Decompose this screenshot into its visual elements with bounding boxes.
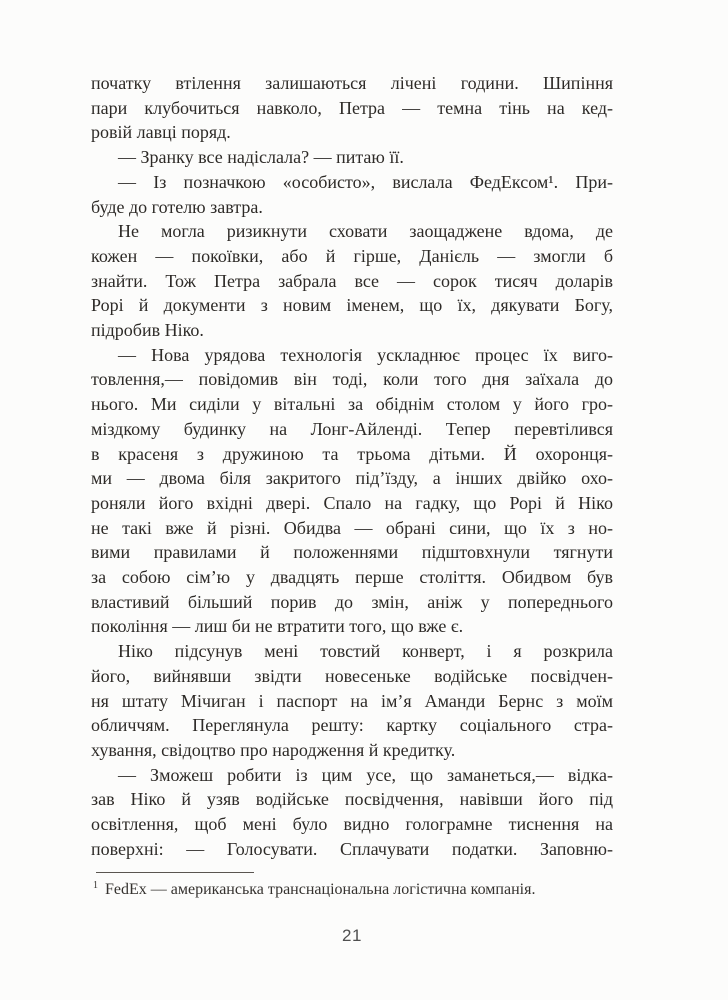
text-line: обличчям. Переглянула решту: картку соціального стра- xyxy=(91,715,613,736)
text-line: вими правилами й положеннями підштовхнули тягнути xyxy=(91,542,613,563)
text-line: ровій лавці поряд. xyxy=(91,122,231,143)
text-line: кожен — покоївки, або й гірше, Данієль — змогли б xyxy=(91,245,613,266)
paragraph xyxy=(91,763,613,862)
text-line: — Нова урядова технологія ускладнює процес їх виго- xyxy=(118,344,613,365)
paragraph xyxy=(91,71,613,145)
footnote-marker: 1 xyxy=(93,879,98,891)
text-line: міздкому будинку на Лонг-Айленді. Тепер перевтілився xyxy=(91,418,613,439)
text-line: в красеня з дружиною та трьома дітьми. Й охоронця- xyxy=(91,443,613,464)
text-line: хування, свідоцтво про народження й кредитку. xyxy=(91,739,456,760)
paragraph xyxy=(91,145,613,170)
text-line: за собою сім’ю у двадцять перше століття. Обидвом був xyxy=(91,567,613,588)
footnote-separator-rule xyxy=(96,872,254,873)
paragraph xyxy=(91,219,613,343)
text-line: товлення,— повідомив він тоді, коли того дня заїхала до xyxy=(91,369,613,390)
text-line: початку втілення залишаються лічені години. Шипіння xyxy=(91,73,613,93)
text-block xyxy=(91,71,613,862)
text-line: покоління — лиш би не втратити того, що вже є. xyxy=(91,616,464,637)
paragraph xyxy=(91,639,613,763)
text-line: — Зможеш робити із цим усе, що заманеться,— відка- xyxy=(118,764,613,785)
text-line: — Зранку все надіслала? — питаю її. xyxy=(118,147,404,168)
text-line: пари клубочиться навколо, Петра — темна тінь на кед- xyxy=(91,97,613,118)
paragraph xyxy=(91,343,613,639)
footnote xyxy=(91,880,613,900)
text-line: поверхні: — Голосувати. Сплачувати податки. Заповню- xyxy=(91,838,613,859)
text-line: освітлення, щоб мені було видно голограмне тиснення на xyxy=(91,814,613,835)
text-line: його, вийнявши звідти новесеньке водійське посвідчен- xyxy=(91,665,613,686)
text-line: знайти. Тож Петра забрала все — сорок тисяч доларів xyxy=(91,270,613,291)
text-line: зав Ніко й узяв водійське посвідчення, навівши його під xyxy=(91,789,613,810)
text-line: Ніко підсунув мені товстий конверт, і я розкрила xyxy=(118,641,613,662)
page-number: 21 xyxy=(342,926,362,945)
paragraph xyxy=(91,170,613,219)
text-line: — Із позначкою «особисто», вислала ФедЕксом¹. При- xyxy=(118,171,613,192)
footnote-text: FedEx — американська транснаціональна логістична компанія. xyxy=(105,881,536,898)
text-line: підробив Ніко. xyxy=(91,320,204,341)
text-line: Рорі й документи з новим іменем, що їх, дякувати Богу, xyxy=(91,295,613,316)
text-line: ня штату Мічиган і паспорт на ім’я Аманди Бернс з моїм xyxy=(91,690,613,711)
text-line: нього. Ми сиділи у вітальні за обіднім столом у його гро- xyxy=(91,394,613,415)
text-line: не такі вже й різні. Обидва — обрані сини, що їх з но- xyxy=(91,517,613,538)
text-line: ми — двома біля закритого під’їзду, а інших двійко охо- xyxy=(91,468,613,489)
text-line: роняли його вхідні двері. Спало на гадку, що Рорі й Ніко xyxy=(91,492,613,513)
text-line: буде до готелю завтра. xyxy=(91,196,263,217)
text-line: Не могла ризикнути сховати заощаджене вдома, де xyxy=(118,221,613,242)
footnote-section xyxy=(91,872,613,900)
text-line: властивий більший порив до змін, аніж у попереднього xyxy=(91,591,613,612)
